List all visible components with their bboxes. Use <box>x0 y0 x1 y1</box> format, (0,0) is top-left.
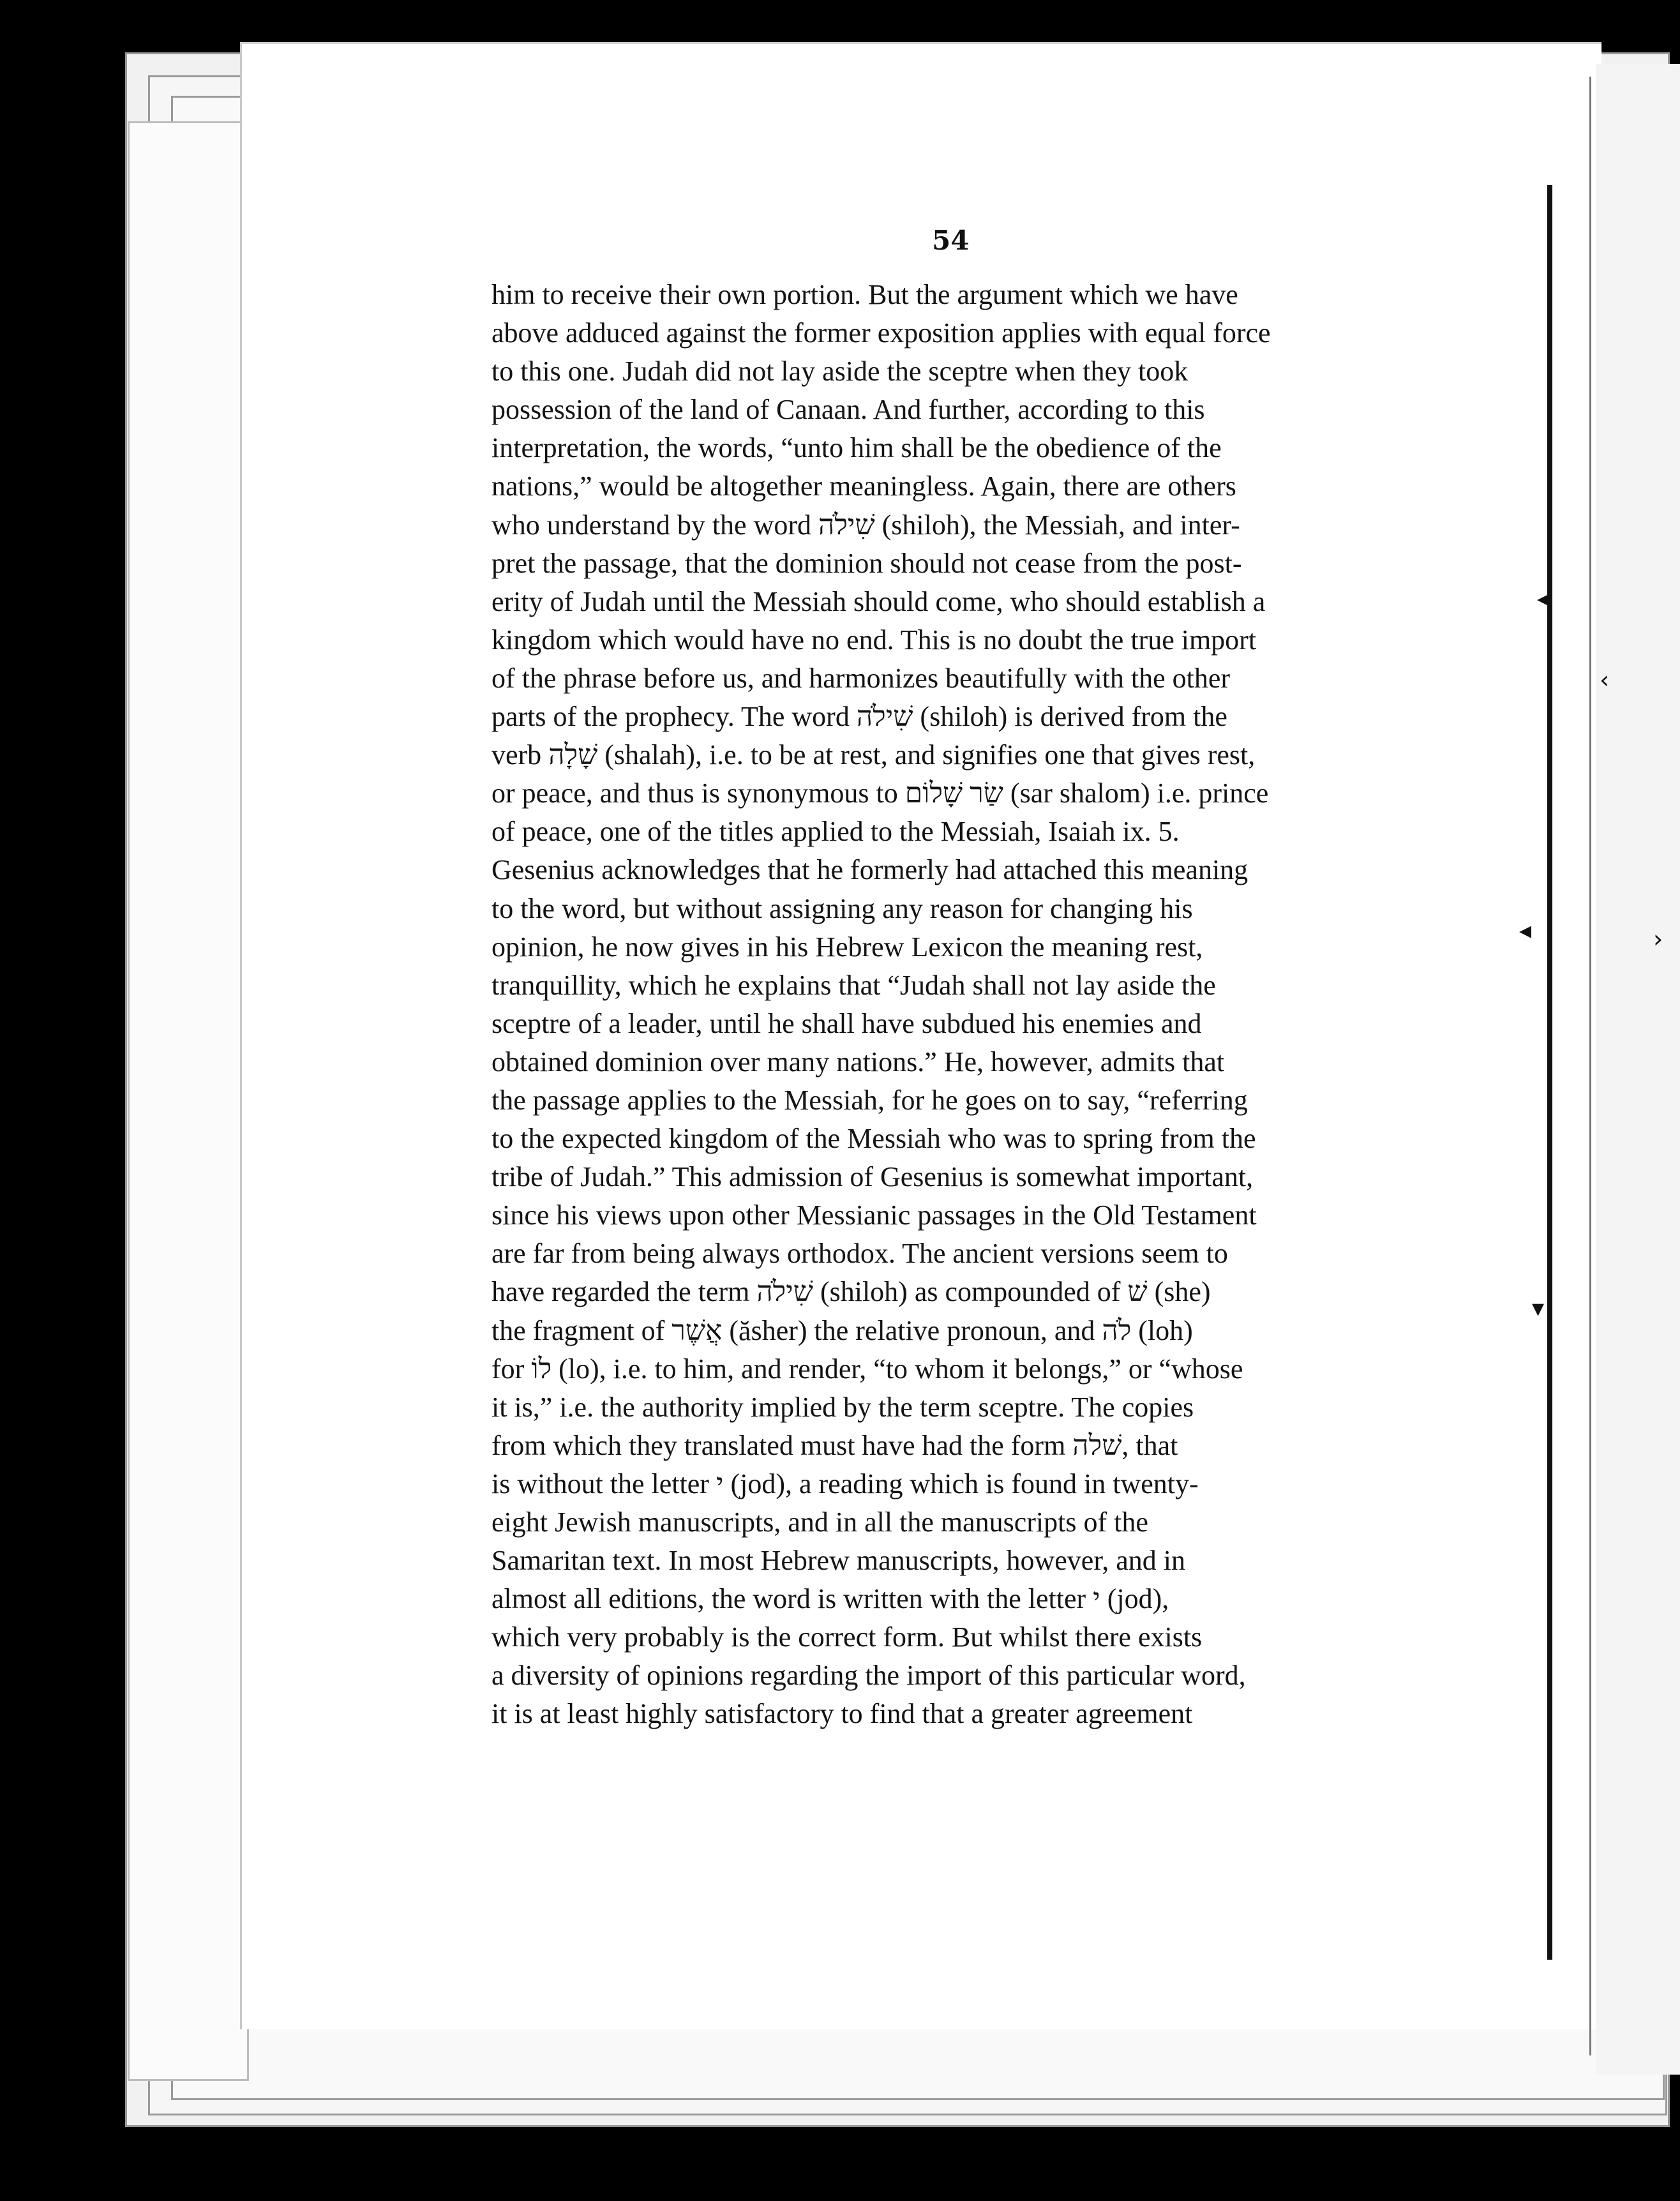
page-number: 54 <box>932 225 970 256</box>
text-line: it is,” i.e. the authority implied by the term sceptre. The copies <box>491 1391 1194 1423</box>
text-line: parts of the prophecy. The word שִׁילֹה (shiloh) is derived from the <box>491 701 1227 733</box>
text-line: erity of Judah until the Messiah should come, who should establish a <box>491 585 1266 617</box>
text-line: pret the passage, that the dominion should not cease from the post- <box>491 547 1242 579</box>
text-line: sceptre of a leader, until he shall have subdued his enemies and <box>491 1007 1202 1039</box>
text-line: the fragment of אֲשֶׁר (ăsher) the relative pronoun, and לֹה (loh) <box>491 1314 1193 1346</box>
text-line: the passage applies to the Messiah, for he goes on to say, “referring <box>491 1084 1248 1116</box>
binding-shadow <box>1589 77 1591 2055</box>
text-line: for לוֹ (lo), i.e. to him, and render, “to whom it belongs,” or “whose <box>491 1353 1243 1385</box>
text-line: of the phrase before us, and harmonizes beautifully with the other <box>491 662 1231 694</box>
text-line: him to receive their own portion. But the argument which we have <box>491 279 1238 310</box>
binding-mark: ◂ <box>1519 916 1532 944</box>
text-line: interpretation, the words, “unto him shall be the obedience of the <box>491 432 1222 464</box>
text-line: is without the letter י (jod), a reading which is found in twenty- <box>491 1468 1199 1499</box>
text-line: eight Jewish manuscripts, and in all the manuscripts of the <box>491 1506 1148 1538</box>
text-line: nations,” would be altogether meaningless. Again, there are others <box>491 470 1236 502</box>
facing-page-edge <box>1596 64 1680 2075</box>
binding-gutter <box>1547 185 1552 1960</box>
text-line: possession of the land of Canaan. And further, according to this <box>491 394 1205 426</box>
text-line: to the word, but without assigning any reason for changing his <box>491 892 1193 924</box>
text-line: of peace, one of the titles applied to the Messiah, Isaiah ix. 5. <box>491 816 1180 848</box>
text-line: above adduced against the former exposition applies with equal force <box>491 317 1271 349</box>
body-text <box>491 276 1406 1734</box>
text-line: verb שָׁלָה (shalah), i.e. to be at rest, and signifies one that gives rest, <box>491 739 1256 771</box>
text-line: a diversity of opinions regarding the import of this particular word, <box>491 1660 1246 1692</box>
text-line: since his views upon other Messianic passages in the Old Testament <box>491 1199 1257 1231</box>
text-line: have regarded the term שִׁילֹה (shiloh) as compounded of שׁ (she) <box>491 1276 1211 1308</box>
text-line: are far from being always orthodox. The ancient versions seem to <box>491 1238 1228 1270</box>
text-line: to the expected kingdom of the Messiah who was to spring from the <box>491 1123 1256 1155</box>
text-line: who understand by the word שִׁילֹה (shiloh), the Messiah, and inter- <box>491 509 1240 541</box>
text-line: Gesenius acknowledges that he formerly had attached this meaning <box>491 854 1249 886</box>
text-line: obtained dominion over many nations.” He, however, admits that <box>491 1046 1225 1078</box>
text-line: almost all editions, the word is written with the letter י (jod), <box>491 1583 1169 1615</box>
binding-mark: ‹ <box>1600 666 1610 694</box>
text-line: kingdom which would have no end. This is no doubt the true import <box>491 624 1257 656</box>
text-line: opinion, he now gives in his Hebrew Lexicon the meaning rest, <box>491 931 1203 963</box>
page-edge <box>128 121 249 2081</box>
text-line: which very probably is the correct form. But whilst there exists <box>491 1621 1203 1653</box>
text-line: tribe of Judah.” This admission of Gesenius is somewhat important, <box>491 1161 1254 1193</box>
text-line: to this one. Judah did not lay aside the sceptre when they took <box>491 356 1189 387</box>
binding-mark: ◂ <box>1537 584 1550 612</box>
text-line: or peace, and thus is synonymous to שַׂר שָׁלוֹם (sar shalom) i.e. prince <box>491 777 1269 809</box>
binding-mark: › <box>1653 925 1663 953</box>
text-line: it is at least highly satisfactory to find that a greater agreement <box>491 1698 1193 1730</box>
text-line: Samaritan text. In most Hebrew manuscripts, however, and in <box>491 1545 1185 1577</box>
text-line: from which they translated must have had the form שׁלה, that <box>491 1429 1178 1461</box>
binding-mark: ▾ <box>1532 1294 1545 1322</box>
text-line: tranquillity, which he explains that “Judah shall not lay aside the <box>491 969 1216 1001</box>
